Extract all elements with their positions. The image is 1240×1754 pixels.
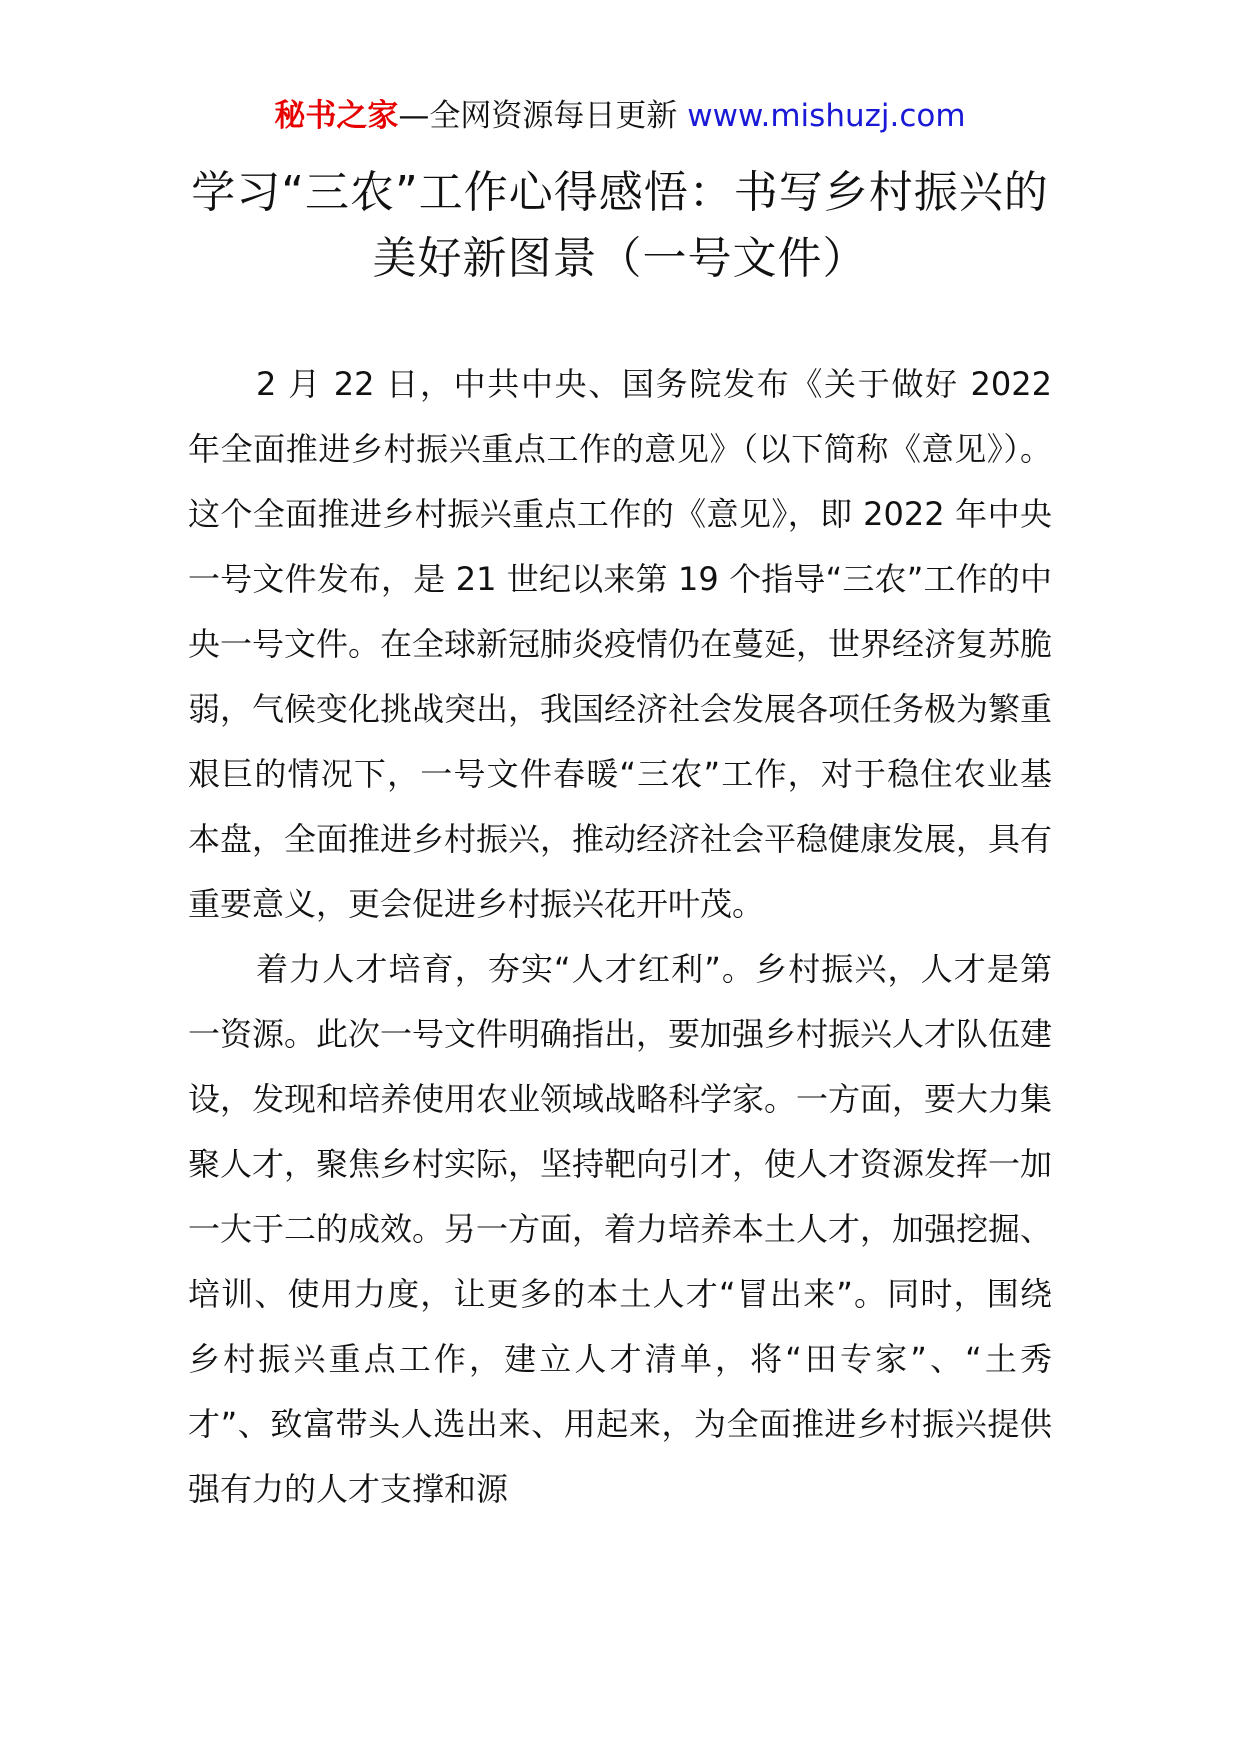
site-tagline: —全网资源每日更新 [398, 98, 688, 134]
paragraph: 2 月 22 日，中共中央、国务院发布《关于做好 2022 年全面推进乡村振兴重点工作的意见》（以下简称《意见》）。这个全面推进乡村振兴重点工作的《意见》，即 2022 年中央一号文件发布，是 21 世纪以来第 19 个指导“三农”工作的中央一号文件。在全球新冠肺炎疫情仍在蔓延，世界经济复苏脆弱，气候变化挑战突出，我国经济社会发展各项任务极为繁重艰巨的情况下，一号文件春暖“三农”工作，对于稳住农业基本盘，全面推进乡村振兴，推动经济社会平稳健康发展，具有重要意义，更会促进乡村振兴花开叶茂。 [188, 365, 1053, 923]
site-brand: 秘书之家 [274, 98, 399, 134]
document-body [188, 352, 1052, 1522]
document-title: 学习“三农”工作心得感悟：书写乡村振兴的美好新图景（一号文件） [191, 167, 1049, 284]
site-header [0, 96, 1240, 136]
paragraph: 着力人才培育，夯实“人才红利”。乡村振兴，人才是第一资源。此次一号文件明确指出，要加强乡村振兴人才队伍建设，发现和培养使用农业领域战略科学家。一方面，要大力集聚人才，聚焦乡村实际，坚持靶向引才，使人才资源发挥一加一大于二的成效。另一方面，着力培养本土人才，加强挖掘、培训、使用力度，让更多的本土人才“冒出来”。同时，围绕乡村振兴重点工作，建立人才清单，将“田专家”、“土秀才”、致富带头人选出来、用起来，为全面推进乡村振兴提供强有力的人才支撑和源 [188, 950, 1053, 1508]
site-url-link[interactable]: www.mishuzj.com [687, 98, 966, 134]
